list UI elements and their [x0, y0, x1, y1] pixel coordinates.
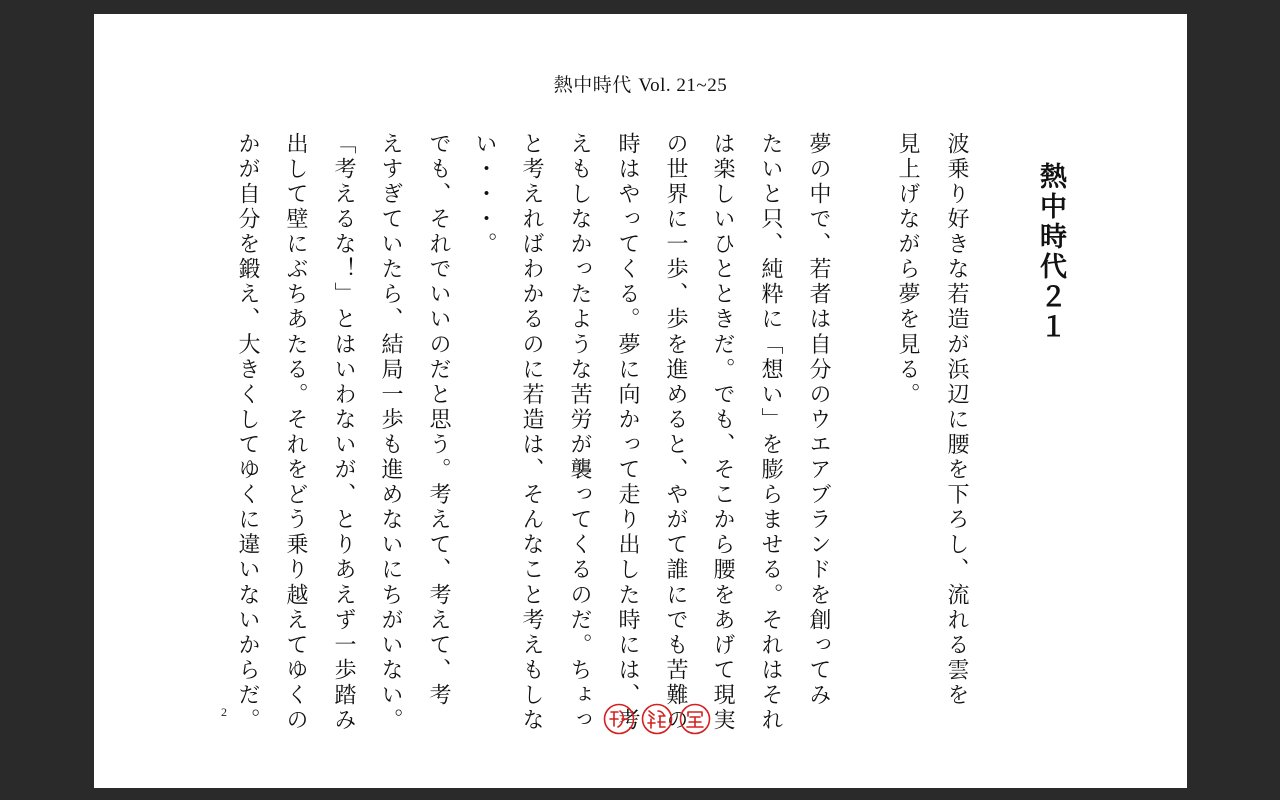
text-column-4: たいと只、純粋に「想い」を膨らませる。それはそれ	[758, 132, 783, 734]
seal-circle-2	[643, 705, 672, 734]
document-page	[94, 14, 1187, 788]
text-column-8: えもしなかったような苦労が襲ってくるのだ。ちょっ	[567, 132, 592, 734]
text-column-6: の世界に一歩、歩を進めると、やがて誰にでも苦難の	[663, 132, 688, 734]
running-header	[94, 70, 1187, 97]
header-volume: Vol. 21~25	[638, 75, 728, 96]
text-column-2: 見上げながら夢を見る。	[895, 132, 920, 408]
text-column-12: えすぎていたら、結局一歩も進めないにちがいない。	[378, 132, 403, 734]
chapter-title: 熱中時代２１	[1035, 162, 1066, 342]
header-title: 熱中時代	[553, 74, 632, 96]
text-column-9: と考えればわかるのに若造は、そんなこと考えもしな	[519, 132, 544, 734]
seal-circle-1	[605, 705, 634, 734]
text-column-7: 時はやってくる。夢に向かって走り出した時には、考	[615, 132, 640, 734]
text-column-1: 波乗り好きな若造が浜辺に腰を下ろし、流れる雲を	[944, 132, 969, 709]
text-column-3: 夢の中で、若者は自分のウエアブランドを創ってみ	[806, 132, 831, 709]
text-column-11: でも、それでいいのだと思う。考えて、考えて、考	[426, 132, 451, 709]
page-number: 2	[221, 705, 227, 719]
text-column-10: い・・・。	[472, 132, 497, 258]
text-column-5: は楽しいひとときだ。でも、そこから腰をあげて現実	[710, 132, 735, 734]
seal-stamp-logo	[602, 702, 712, 736]
text-column-14: 出して壁にぶちあたる。それをどう乗り越えてゆくの	[283, 132, 308, 734]
text-column-13: 「考えるな！」とはいわないが、とりあえず一歩踏み	[331, 132, 356, 734]
text-column-15: かが自分を鍛え、大きくしてゆくに違いないからだ。	[235, 132, 260, 734]
